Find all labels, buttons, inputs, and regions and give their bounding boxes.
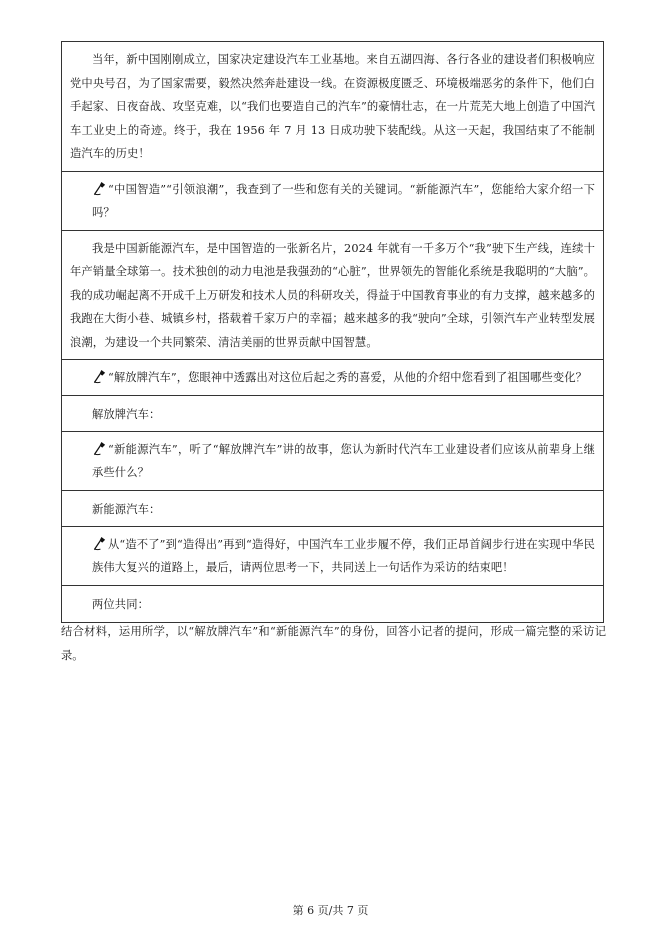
- question-text: “新能源汽车”，听了“解放牌汽车”讲的故事，您认为新时代汽车工业建设者们应该从前辈身上继承些什么？: [92, 442, 595, 479]
- question-row-new-energy-intro: [62, 172, 603, 231]
- answer-slot-both: [62, 586, 603, 622]
- question-text: “解放牌汽车”，您眼神中透露出对这位后起之秀的喜爱，从他的介绍中您看到了祖国哪些变化？: [108, 371, 588, 384]
- answer-label: 解放牌汽车：: [92, 407, 161, 421]
- reporter-microphone-icon: [92, 536, 107, 551]
- answer-slot-jiefang: [62, 396, 603, 432]
- question-row-closing: [62, 527, 603, 586]
- reporter-microphone-icon: [92, 441, 107, 456]
- answer-text: 当年，新中国刚刚成立，国家决定建设汽车工业基地。来自五湖四海、各行各业的建设者们积极响应党中央号召，为了国家需要，毅然决然奔赴建设一线。在资源极度匮乏、环境极端恶劣的条件下，他们白手起家、日夜奋战、攻坚克难，以“我们也要造自己的汽车”的豪情壮志，在一片荒芜大地上创造了中国汽车工业史上的奇迹。终于，我在 1956 年 7 月 13 日成功驶下装配线。从这一天起，我国结束了不能制造汽车的历史！: [70, 53, 595, 160]
- page-number: 第 6 页/共 7 页: [292, 904, 369, 917]
- answer-text: 我是中国新能源汽车，是中国智造的一张新名片，2024 年就有一千多万个“我”驶下生产线，连续十年产销量全球第一。技术独创的动力电池是我强劲的“心脏”，世界领先的智能化系统是我聪明的“大脑”。我的成功崛起离不开成千上万研发和技术人员的科研攻关，得益于中国教育事业的有力支撑，越来越多的我跑在大街小巷、城镇乡村，搭载着千家万户的幸福；越来越多的我“驶向”全球，引领汽车产业转型发展浪潮，为建设一个共同繁荣、清洁美丽的世界贡献中国智慧。: [70, 241, 595, 349]
- answer-label: 两位共同：: [92, 597, 149, 611]
- question-row-inherit: [62, 432, 603, 491]
- question-row-changes: [62, 360, 603, 396]
- answer-label: 新能源汽车：: [92, 502, 161, 516]
- question-text: “中国智造”“引领浪潮”，我查到了一些和您有关的关键词。“新能源汽车”，您能给大家介绍一下吗？: [92, 182, 595, 219]
- answer-slot-new-energy: [62, 491, 603, 527]
- question-text: 从“造不了”到“造得出”再到“造得好，中国汽车工业步履不停，我们正昂首阔步行进在实现中华民族伟大复兴的道路上，最后，请两位思考一下，共同送上一句话作为采访的结束吧！: [92, 537, 595, 574]
- answer-row-jiefang-history: [62, 42, 603, 172]
- answer-row-new-energy: [62, 231, 603, 361]
- reporter-microphone-icon: [92, 181, 107, 196]
- interview-table: [61, 41, 604, 623]
- task-instruction: 结合材料，运用所学，以“解放牌汽车”和“新能源汽车”的身份，回答小记者的提问，形成一篇完整的采访记录。: [61, 625, 606, 662]
- reporter-microphone-icon: [92, 369, 107, 384]
